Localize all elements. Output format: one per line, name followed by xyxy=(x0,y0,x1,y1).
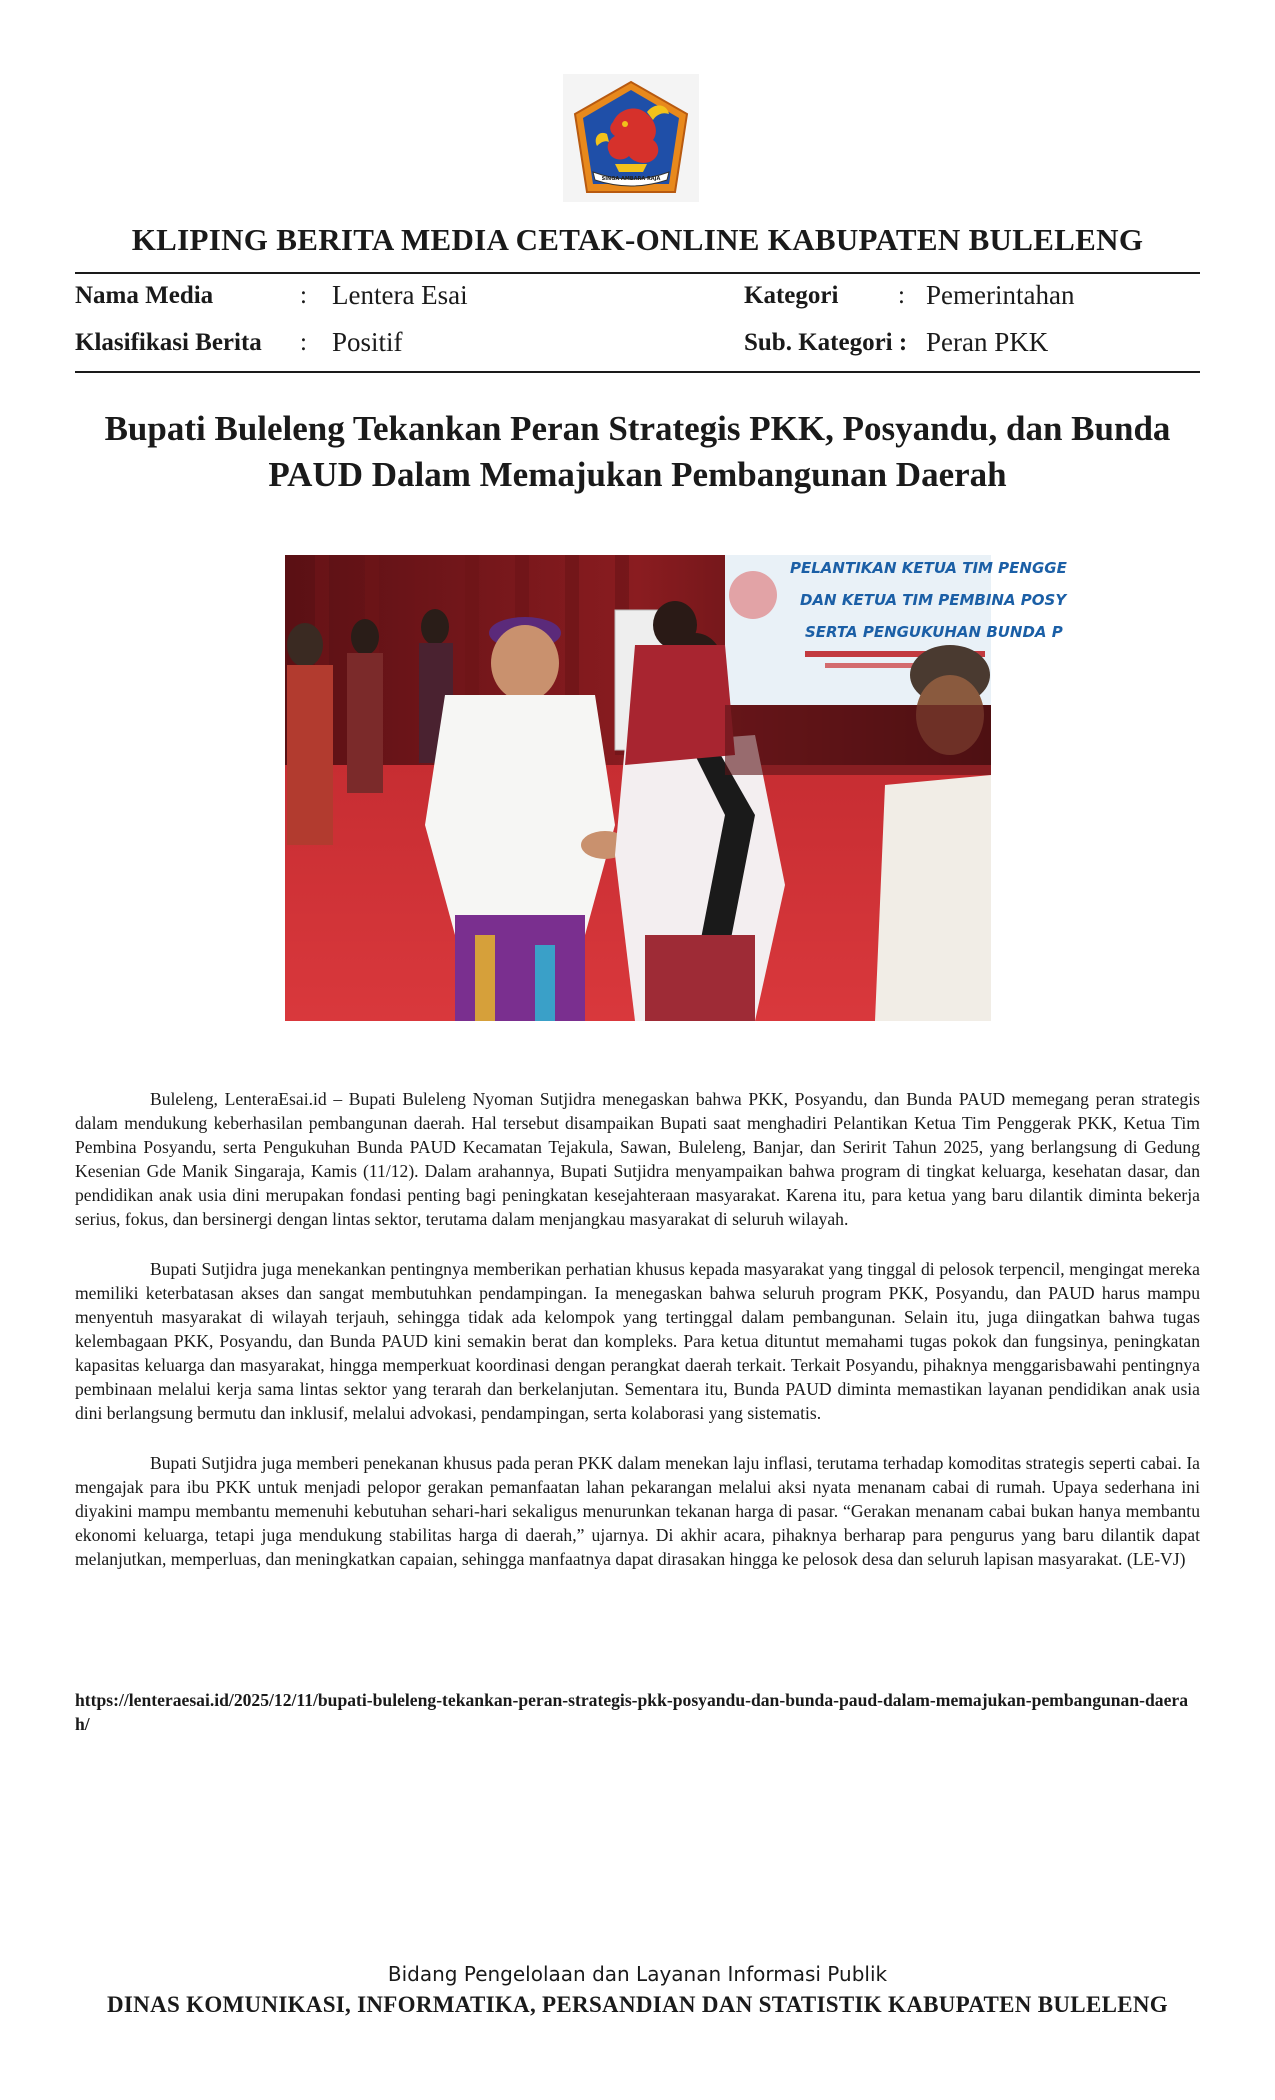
article-paragraph: Bupati Sutjidra juga memberi penekanan khusus pada peran PKK dalam menekan laju inflasi, terutama terhadap komoditas strategis seperti cabai. Ia mengajak para ibu PKK untuk menjadi pelopor gerakan pemanfaatan lahan pekarangan melalui aksi nyata menanam cabai di rumah. Upaya sederhana ini diyakini mampu membantu memenuhi kebutuhan sehari-hari sekaligus menurunkan tekanan harga di pasar. “Gerakan menanam cabai bukan hanya membantu ekonomi keluarga, tetapi juga mendukung stabilitas harga di daerah,” ujarnya. Di akhir acara, pihaknya berharap para pengurus yang baru dilantik dapat melanjutkan, memperluas, dan meningkatkan capaian, sehingga manfaatnya dapat dirasakan hingga ke pelosok desa dan seluruh lapisan masyarakat. (LE-VJ) xyxy=(75,1453,1200,1569)
nama-media-value: Lentera Esai xyxy=(332,280,468,310)
sub-kategori-value: Peran PKK xyxy=(926,327,1049,357)
colon: : xyxy=(300,282,307,309)
divider xyxy=(75,272,1200,274)
footer-agency: DINAS KOMUNIKASI, INFORMATIKA, PERSANDIAN DAN STATISTIK KABUPATEN BULELENG xyxy=(107,1992,1168,2017)
divider xyxy=(75,371,1200,373)
nama-media-label: Nama Media xyxy=(75,282,214,309)
source-url[interactable]: https://lenteraesai.id/2025/12/11/bupati-buleleng-tekankan-peran-strategis-pkk-posyandu-dan-bunda-paud-dalam-memajukan-pembangunan-daerah/ xyxy=(75,1690,1188,1734)
colon: : xyxy=(898,282,905,309)
screen-text-line: PELANTIKAN KETUA TIM PENGGE xyxy=(790,559,1067,577)
screen-text-line: SERTA PENGUKUHAN BUNDA P xyxy=(805,623,1063,641)
article-body xyxy=(75,1087,1200,1597)
sub-kategori-label: Sub. Kategori : xyxy=(744,329,908,356)
article-headline: Bupati Buleleng Tekankan Peran Strategis PKK, Posyandu, dan Bunda PAUD Dalam Memajukan Pembangunan Daerah xyxy=(104,409,1171,494)
klasifikasi-value: Positif xyxy=(332,327,403,357)
article-paragraph: Bupati Sutjidra juga menekankan pentingnya memberikan perhatian khusus kepada masyarakat yang tinggal di pelosok terpencil, mengingat mereka memiliki keterbatasan akses dan sangat membutuhkan pendampingan. Ia menegaskan bahwa seluruh program PKK, Posyandu, dan PAUD harus mampu menyentuh masyarakat di wilayah terjauh, sehingga tidak ada kelompok yang tertinggal dalam pembangunan. Selain itu, juga diingatkan bahwa tugas kelembagaan PKK, Posyandu, dan Bunda PAUD kini semakin berat dan kompleks. Para ketua dituntut memahami tugas pokok dan fungsinya, peningkatan kapasitas keluarga dan masyarakat, hingga memperkuat koordinasi dengan perangkat daerah terkait. Terkait Posyandu, pihaknya menggarisbawahi pentingnya pembinaan melalui kerja sama lintas sektor yang terarah dan berkelanjutan. Sementara itu, Bunda PAUD diminta memastikan layanan pendidikan anak usia dini berlangsung bermutu dan inklusif, melalui advokasi, pendampingan, serta kolaborasi yang sistematis. xyxy=(75,1259,1200,1423)
buleleng-crest-icon xyxy=(563,74,699,202)
footer-department: Bidang Pengelolaan dan Layanan Informasi Publik xyxy=(387,1962,888,1986)
klasifikasi-label: Klasifikasi Berita xyxy=(75,329,262,356)
screen-text-line: DAN KETUA TIM PEMBINA POSY xyxy=(800,591,1067,609)
page-title: KLIPING BERITA MEDIA CETAK-ONLINE KABUPATEN BULELENG xyxy=(131,222,1144,257)
kategori-label: Kategori xyxy=(744,282,839,309)
logo-banner-text: SINGA AMBARA RAJA xyxy=(601,176,661,182)
kategori-value: Pemerintahan xyxy=(926,280,1075,310)
article-photo xyxy=(285,555,1067,1021)
colon: : xyxy=(300,329,307,356)
article-paragraph: Buleleng, LenteraEsai.id – Bupati Buleleng Nyoman Sutjidra menegaskan bahwa PKK, Posyandu, dan Bunda PAUD memegang peran strategis dalam mendukung keberhasilan pembangunan daerah. Hal tersebut disampaikan Bupati saat menghadiri Pelantikan Ketua Tim Penggerak PKK, Ketua Tim Pembina Posyandu, serta Pengukuhan Bunda PAUD Kecamatan Tejakula, Sawan, Buleleng, Banjar, dan Seririt Tahun 2025, yang berlangsung di Gedung Kesenian Gde Manik Singaraja, Kamis (11/12). Dalam arahannya, Bupati Sutjidra menyampaikan bahwa program di tingkat keluarga, kesehatan dasar, dan pendidikan anak usia dini merupakan fondasi penting bagi peningkatan kesejahteraan masyarakat. Karena itu, para ketua yang baru dilantik diminta bekerja serius, fokus, dan bersinergi dengan lintas sektor, terutama dalam menjangkau masyarakat di seluruh wilayah. xyxy=(75,1089,1200,1229)
